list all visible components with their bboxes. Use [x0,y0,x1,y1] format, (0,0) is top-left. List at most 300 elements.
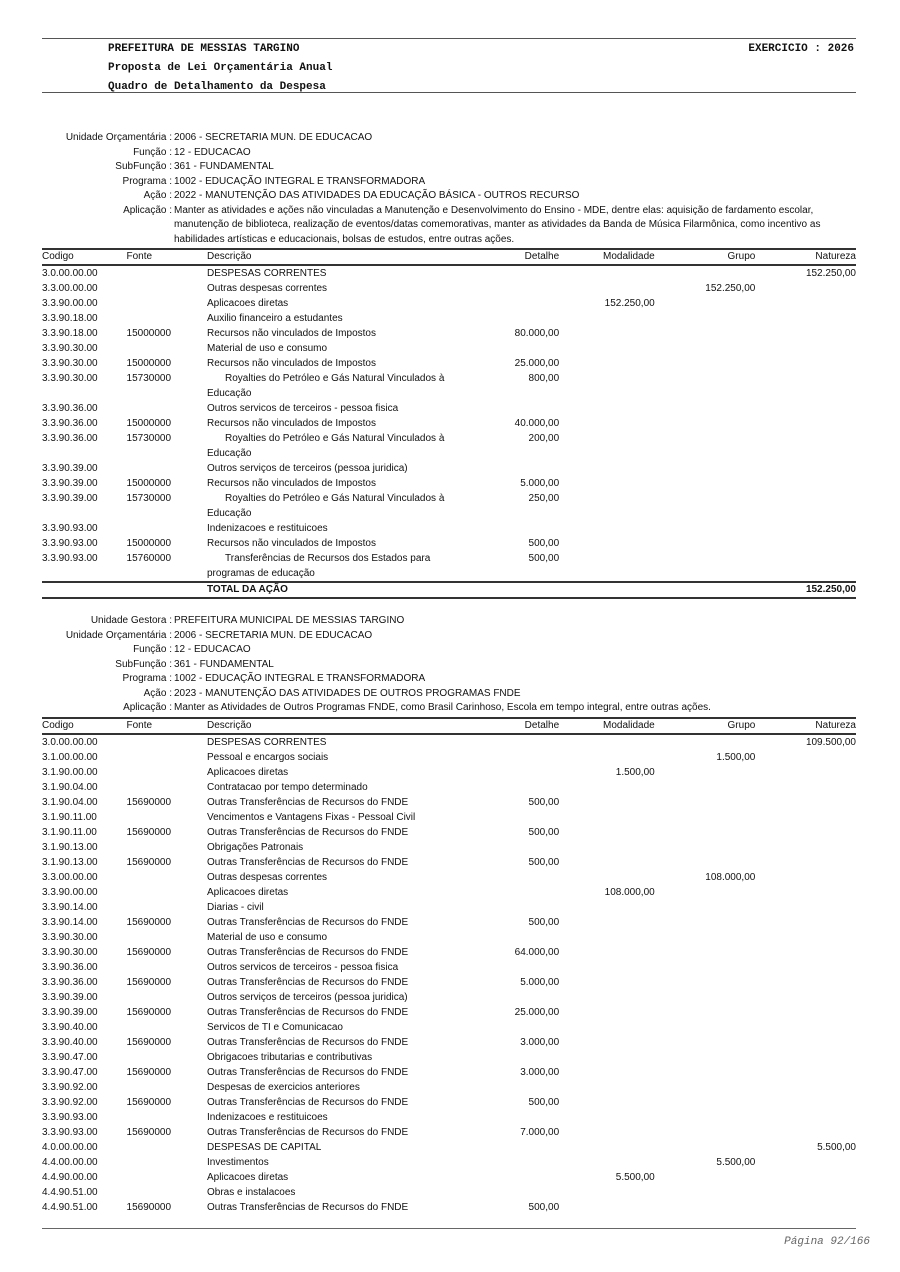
info-label: Ação : [143,190,172,201]
cell-grupo [655,1080,756,1095]
cell-detalhe [469,960,560,975]
cell-fonte: 15690000 [126,797,172,808]
cell-natureza [755,1020,856,1035]
table-row [42,855,856,870]
report-title: Quadro de Detalhamento da Despesa [108,81,326,93]
cell-fonte [127,311,207,326]
cell-fonte [127,780,207,795]
cell-detalhe [469,1155,560,1170]
cell-modalidade [559,1125,655,1140]
info-label: Função : [133,146,172,158]
info-row [42,701,854,716]
cell-descricao: Recursos não vinculados de Impostos [207,418,376,429]
section2-info [42,614,854,716]
cell-fonte [127,990,207,1005]
cell-grupo [655,1185,756,1200]
info-label: Programa : [122,175,172,187]
table-row [42,870,856,885]
table-header-row [42,718,856,734]
cell-descricao: Obras e instalacoes [207,1187,296,1198]
cell-natureza [755,945,856,960]
cell-detalhe [469,870,560,885]
cell-grupo [655,401,756,416]
cell-grupo [655,945,756,960]
cell-modalidade [559,491,655,521]
section1-rows [42,265,856,582]
cell-descricao: Outros servicos de terceiros - pessoa fisica [207,403,399,414]
cell-detalhe [469,750,560,765]
cell-modalidade [559,521,655,536]
cell-fonte [127,265,207,281]
cell-grupo [655,840,756,855]
cell-codigo: 3.1.90.13.00 [42,842,98,853]
cell-grupo [655,371,756,401]
info-value: 1002 - EDUCAÇÃO INTEGRAL E TRANSFORMADORA [174,673,426,684]
cell-natureza [755,416,856,431]
cell-descricao: Obrigações Patronais [207,842,304,853]
cell-natureza [755,990,856,1005]
cell-natureza [755,311,856,326]
cell-descricao: Aplicacoes diretas [207,298,289,309]
table-row [42,341,856,356]
cell-fonte: 15730000 [126,433,172,444]
cell-codigo: 3.3.90.14.00 [42,902,98,913]
cell-modalidade [559,311,655,326]
cell-grupo: 5.500,00 [716,1157,756,1168]
cell-modalidade: 5.500,00 [615,1172,655,1183]
cell-natureza [755,1095,856,1110]
info-value: 2023 - MANUTENÇÃO DAS ATIVIDADES DE OUTROS PROGRAMAS FNDE [174,687,521,699]
cell-detalhe: 3.000,00 [520,1037,560,1048]
cell-natureza [755,960,856,975]
info-value: PREFEITURA MUNICIPAL DE MESSIAS TARGINO [174,615,405,626]
table-row [42,1185,856,1200]
cell-natureza [755,900,856,915]
cell-natureza [755,930,856,945]
cell-modalidade [559,1065,655,1080]
cell-grupo [655,326,756,341]
cell-modalidade [559,1110,655,1125]
cell-descricao: Aplicacoes diretas [207,1172,289,1183]
cell-detalhe [469,780,560,795]
table-row [42,371,856,401]
cell-codigo: 3.3.90.40.00 [42,1037,98,1048]
cell-fonte: 15690000 [126,1127,172,1138]
cell-fonte [127,1155,207,1170]
cell-fonte: 15000000 [126,478,172,489]
cell-modalidade [559,1005,655,1020]
cell-codigo: 3.3.90.39.00 [42,1007,98,1018]
cell-modalidade [559,945,655,960]
cell-detalhe: 500,00 [528,553,560,564]
table-row [42,551,856,582]
table-row [42,1080,856,1095]
cell-grupo [655,734,756,750]
cell-codigo: 3.3.90.93.00 [42,523,98,534]
cell-descricao: Servicos de TI e Comunicacao [207,1022,343,1033]
section1-expense-table [42,248,856,599]
cell-codigo: 3.1.90.00.00 [42,767,98,778]
cell-grupo [655,780,756,795]
col-codigo: Codigo [42,718,127,734]
cell-fonte [127,461,207,476]
cell-grupo [655,885,756,900]
cell-descricao: Outras Transferências de Recursos do FNDE [207,1127,409,1138]
cell-descricao: Outras Transferências de Recursos do FNDE [207,947,409,958]
cell-natureza [755,521,856,536]
cell-descricao: Outros serviços de terceiros (pessoa juridica) [207,992,408,1003]
cell-grupo [655,341,756,356]
cell-modalidade [559,1200,655,1215]
cell-modalidade [559,960,655,975]
info-row [42,672,854,687]
cell-fonte [127,521,207,536]
info-row [42,160,854,175]
footer-rule [42,1228,856,1229]
col-natureza: Natureza [755,718,856,734]
cell-fonte [127,1080,207,1095]
table-row [42,356,856,371]
cell-natureza [755,1125,856,1140]
cell-fonte: 15690000 [126,917,172,928]
cell-descricao: DESPESAS CORRENTES [207,268,327,279]
table-row [42,401,856,416]
cell-codigo: 3.3.90.36.00 [42,977,98,988]
cell-natureza [755,1005,856,1020]
cell-natureza [755,1155,856,1170]
cell-fonte: 15690000 [126,827,172,838]
cell-grupo [655,795,756,810]
cell-modalidade [559,900,655,915]
cell-grupo [655,265,756,281]
cell-grupo [655,765,756,780]
info-label: Unidade Orçamentária : [65,629,172,641]
cell-detalhe [469,461,560,476]
cell-grupo [655,915,756,930]
cell-descricao: Recursos não vinculados de Impostos [207,328,376,339]
table-row [42,476,856,491]
col-grupo: Grupo [655,249,756,265]
cell-natureza [755,855,856,870]
cell-detalhe [469,810,560,825]
table-row [42,521,856,536]
cell-detalhe: 200,00 [528,433,560,444]
cell-codigo: 3.1.90.11.00 [42,827,97,838]
cell-descricao: Aplicacoes diretas [207,767,289,778]
cell-fonte: 15730000 [126,373,172,384]
cell-detalhe: 25.000,00 [514,358,560,369]
cell-fonte [127,1140,207,1155]
cell-fonte [127,750,207,765]
cell-modalidade [559,930,655,945]
cell-detalhe: 800,00 [528,373,560,384]
table-row [42,431,856,461]
cell-codigo: 3.3.90.92.00 [42,1097,98,1108]
cell-modalidade [559,1020,655,1035]
cell-modalidade [559,416,655,431]
cell-fonte: 15690000 [126,1037,172,1048]
cell-descricao: Auxilio financeiro a estudantes [207,313,343,324]
cell-detalhe: 5.000,00 [520,977,560,988]
cell-descricao: Outros servicos de terceiros - pessoa fisica [207,962,399,973]
cell-fonte [127,810,207,825]
cell-descricao: Outros serviços de terceiros (pessoa juridica) [207,463,408,474]
cell-natureza: 152.250,00 [805,268,856,279]
info-row [42,658,854,673]
cell-detalhe: 500,00 [528,538,560,549]
col-descricao: Descrição [207,249,469,265]
cell-modalidade: 152.250,00 [604,298,655,309]
table-row [42,461,856,476]
cell-codigo: 3.3.90.39.00 [42,992,98,1003]
info-label: Função : [133,644,172,655]
cell-natureza [755,1080,856,1095]
table-row [42,915,856,930]
cell-codigo: 3.3.90.00.00 [42,887,98,898]
info-row [42,614,854,629]
col-codigo: Codigo [42,249,127,265]
table-row [42,491,856,521]
cell-fonte [127,296,207,311]
cell-detalhe [469,990,560,1005]
cell-descricao: Vencimentos e Vantagens Fixas - Pessoal Civil [207,812,416,823]
cell-descricao: Diarias - civil [207,902,264,913]
section2-expense-table [42,717,856,1215]
cell-modalidade [559,1035,655,1050]
cell-descricao: Transferências de Recursos dos Estados para programas de educação [207,553,431,579]
info-value: 361 - FUNDAMENTAL [174,658,274,670]
cell-detalhe: 500,00 [528,857,560,868]
cell-descricao: Outras Transferências de Recursos do FNDE [207,857,409,868]
cell-natureza [755,795,856,810]
cell-detalhe: 250,00 [528,493,560,504]
cell-fonte [127,341,207,356]
table-row [42,1155,856,1170]
cell-modalidade [559,855,655,870]
cell-descricao: DESPESAS CORRENTES [207,737,327,748]
cell-codigo: 3.0.00.00.00 [42,737,98,748]
table-row [42,296,856,311]
cell-descricao: Outras Transferências de Recursos do FNDE [207,797,409,808]
cell-codigo: 3.3.90.39.00 [42,493,98,504]
cell-natureza [755,401,856,416]
cell-grupo [655,476,756,491]
cell-codigo: 3.3.90.30.00 [42,358,98,369]
table-row [42,810,856,825]
cell-fonte: 15690000 [126,1202,172,1213]
cell-fonte [127,1020,207,1035]
table-row [42,825,856,840]
table-row [42,900,856,915]
table-row [42,536,856,551]
cell-fonte [127,840,207,855]
cell-codigo: 4.4.90.51.00 [42,1202,98,1213]
table-row [42,795,856,810]
cell-natureza [755,840,856,855]
cell-detalhe [469,311,560,326]
cell-natureza [755,750,856,765]
cell-fonte [127,930,207,945]
cell-fonte: 15690000 [126,1067,172,1078]
cell-detalhe [469,1080,560,1095]
cell-codigo: 3.3.90.36.00 [42,418,98,429]
col-detalhe: Detalhe [469,249,560,265]
cell-natureza [755,536,856,551]
cell-natureza [755,1065,856,1080]
cell-codigo: 3.3.00.00.00 [42,283,98,294]
cell-modalidade [559,1095,655,1110]
cell-descricao: Outras Transferências de Recursos do FNDE [207,1007,409,1018]
cell-descricao: Contratacao por tempo determinado [207,782,368,793]
table-row [42,1110,856,1125]
cell-grupo [655,1035,756,1050]
cell-modalidade [559,1140,655,1155]
cell-fonte: 15000000 [126,358,172,369]
col-fonte: Fonte [127,249,207,265]
table-row [42,975,856,990]
cell-grupo [655,975,756,990]
cell-descricao: Obrigacoes tributarias e contributivas [207,1052,373,1063]
total-label: TOTAL DA AÇÃO [207,582,469,598]
cell-grupo [655,1065,756,1080]
page-number: Página 92/166 [784,1236,870,1248]
cell-detalhe: 64.000,00 [514,947,560,958]
cell-grupo [655,960,756,975]
cell-modalidade [559,870,655,885]
cell-grupo [655,416,756,431]
cell-codigo: 3.0.00.00.00 [42,268,98,279]
cell-modalidade [559,780,655,795]
report-header [108,40,332,97]
cell-detalhe: 500,00 [528,1202,560,1213]
cell-detalhe: 500,00 [528,827,560,838]
cell-grupo [655,461,756,476]
cell-natureza [755,765,856,780]
cell-modalidade [559,431,655,461]
cell-fonte: 15690000 [126,857,172,868]
document-subtitle: Proposta de Lei Orçamentária Anual [108,62,333,74]
cell-grupo: 1.500,00 [716,752,756,763]
cell-grupo [655,356,756,371]
cell-fonte [127,765,207,780]
cell-modalidade [559,461,655,476]
cell-descricao: Outras Transferências de Recursos do FNDE [207,917,409,928]
cell-modalidade [559,915,655,930]
cell-fonte [127,281,207,296]
cell-natureza [755,491,856,521]
cell-descricao: Material de uso e consumo [207,932,328,943]
cell-grupo [655,930,756,945]
cell-detalhe [469,1020,560,1035]
cell-modalidade [559,795,655,810]
table-row [42,1095,856,1110]
cell-grupo [655,1020,756,1035]
cell-grupo [655,521,756,536]
table-row [42,945,856,960]
cell-descricao: Outras Transferências de Recursos do FNDE [207,1097,409,1108]
table-row [42,990,856,1005]
cell-codigo: 3.3.90.93.00 [42,553,98,564]
header-bottom-rule [42,92,856,93]
table-row [42,326,856,341]
cell-detalhe [469,341,560,356]
cell-codigo: 3.3.90.30.00 [42,947,98,958]
cell-detalhe [469,1170,560,1185]
cell-fonte [127,1185,207,1200]
cell-codigo: 3.3.90.47.00 [42,1052,98,1063]
cell-grupo [655,1140,756,1155]
cell-detalhe: 80.000,00 [514,328,560,339]
cell-detalhe [469,765,560,780]
cell-descricao: Recursos não vinculados de Impostos [207,538,376,549]
cell-codigo: 3.3.90.36.00 [42,962,98,973]
cell-fonte: 15000000 [126,328,172,339]
cell-natureza [755,281,856,296]
cell-detalhe [469,265,560,281]
cell-detalhe: 500,00 [528,1097,560,1108]
cell-grupo [655,491,756,521]
info-value: 1002 - EDUCAÇÃO INTEGRAL E TRANSFORMADORA [174,175,426,187]
cell-detalhe: 7.000,00 [520,1127,560,1138]
cell-grupo [655,1170,756,1185]
cell-detalhe [469,1185,560,1200]
cell-descricao: Outras Transferências de Recursos do FNDE [207,1202,409,1213]
table-row [42,1020,856,1035]
cell-codigo: 3.3.90.39.00 [42,463,98,474]
info-row [42,175,854,190]
cell-codigo: 3.1.90.04.00 [42,782,98,793]
cell-modalidade [559,750,655,765]
cell-modalidade [559,536,655,551]
col-fonte: Fonte [127,718,207,734]
cell-descricao: Indenizacoes e restituicoes [207,523,328,534]
cell-modalidade [559,326,655,341]
cell-natureza [755,296,856,311]
cell-fonte: 15760000 [126,553,172,564]
cell-descricao: DESPESAS DE CAPITAL [207,1142,322,1153]
info-row [42,643,854,658]
cell-natureza [755,356,856,371]
cell-natureza [755,870,856,885]
cell-codigo: 3.3.90.14.00 [42,917,98,928]
info-row [42,687,854,702]
cell-natureza [755,915,856,930]
cell-grupo: 108.000,00 [705,872,756,883]
cell-detalhe: 3.000,00 [520,1067,560,1078]
cell-fonte: 15690000 [126,977,172,988]
cell-modalidade [559,265,655,281]
cell-grupo [655,1005,756,1020]
header-top-rule [42,38,856,39]
cell-grupo [655,431,756,461]
cell-detalhe [469,521,560,536]
cell-fonte [127,734,207,750]
section1-info [42,131,854,247]
cell-fonte [127,401,207,416]
table-row [42,1140,856,1155]
cell-codigo: 3.3.90.47.00 [42,1067,98,1078]
cell-modalidade [559,341,655,356]
total-row [42,582,856,598]
cell-modalidade [559,990,655,1005]
cell-natureza [755,341,856,356]
cell-detalhe [469,930,560,945]
col-grupo: Grupo [655,718,756,734]
table-row [42,1125,856,1140]
cell-fonte: 15000000 [126,538,172,549]
cell-fonte: 15000000 [126,418,172,429]
cell-descricao: Investimentos [207,1157,269,1168]
